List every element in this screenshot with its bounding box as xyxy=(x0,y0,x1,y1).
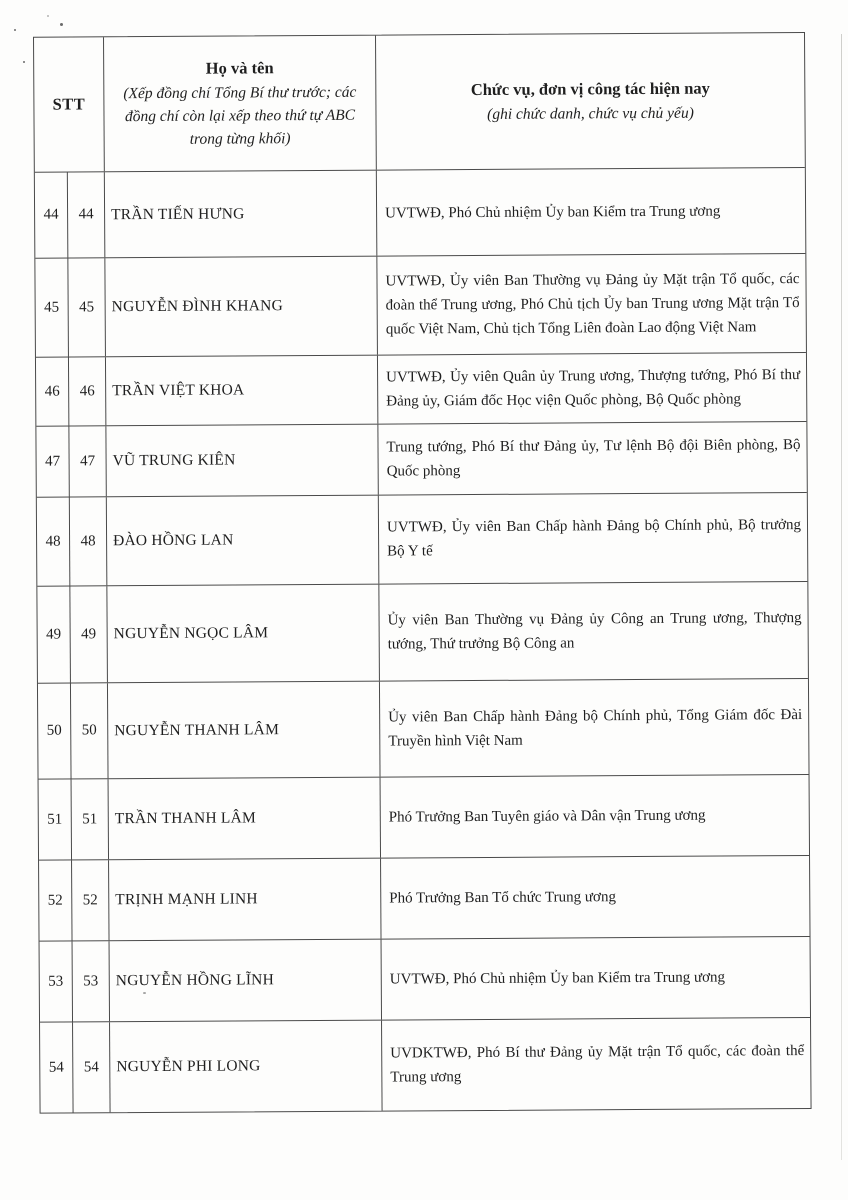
person-name: ĐÀO HỒNG LAN xyxy=(113,531,234,550)
header-cell-position xyxy=(376,33,805,170)
row-number-secondary-cell xyxy=(72,860,109,940)
person-name: TRẦN THANH LÂM xyxy=(114,809,256,828)
person-position: UVTWĐ, Ủy viên Quân ủy Trung ương, Thượng tướng, Phó Bí thư Đảng ủy, Giám đốc Học viện Quốc phòng, Bộ Quốc phòng xyxy=(386,367,801,410)
row-number-secondary-cell xyxy=(73,941,110,1021)
row-number-cell xyxy=(38,683,72,778)
row-number-cell xyxy=(36,357,69,425)
person-name-cell xyxy=(105,257,378,357)
row-number: 49 xyxy=(46,626,62,643)
person-name-cell xyxy=(107,585,380,683)
row-number-secondary-cell xyxy=(71,683,109,778)
scan-speck xyxy=(23,61,25,63)
row-number: 47 xyxy=(45,453,61,470)
table-row xyxy=(37,582,808,684)
row-number: 51 xyxy=(47,811,63,828)
person-position: Trung tướng, Phó Bí thư Đảng ủy, Tư lệnh Bộ đội Biên phòng, Bộ Quốc phòng xyxy=(386,437,801,480)
person-name: TRỊNH MẠNH LINH xyxy=(115,890,258,909)
row-number-secondary: 44 xyxy=(78,206,94,223)
person-position-cell xyxy=(377,168,806,256)
person-name: NGUYỄN NGỌC LÂM xyxy=(113,624,269,643)
person-name-cell xyxy=(105,171,378,258)
person-position: UVDKTWĐ, Phó Bí thư Đảng ủy Mặt trận Tổ quốc, các đoàn thể Trung ương xyxy=(390,1043,805,1086)
row-number: 48 xyxy=(45,533,61,550)
row-number-secondary: 53 xyxy=(83,972,99,989)
personnel-table xyxy=(33,32,812,1114)
scan-edge-artifact xyxy=(841,34,842,1160)
table-row xyxy=(35,254,806,358)
person-position-cell xyxy=(379,493,808,584)
header-cell-name xyxy=(104,36,377,172)
row-number: 54 xyxy=(48,1059,64,1076)
table-row xyxy=(38,679,809,780)
person-name: TRẦN VIỆT KHOA xyxy=(112,381,245,400)
person-position: Phó Trưởng Ban Tổ chức Trung ương xyxy=(389,889,617,907)
person-position-cell xyxy=(380,679,809,777)
row-number-cell xyxy=(37,497,71,585)
table-row xyxy=(36,353,806,427)
person-position: UVTWĐ, Phó Chủ nhiệm Ủy ban Kiểm tra Trung ương xyxy=(389,969,726,988)
person-position: UVTWĐ, Ủy viên Ban Chấp hành Đảng bộ Chính phủ, Bộ trưởng Bộ Y tế xyxy=(386,517,802,560)
person-position: Phó Trưởng Ban Tuyên giáo và Dân vận Trung ương xyxy=(388,807,706,826)
person-position-cell xyxy=(378,353,806,424)
row-number: 46 xyxy=(44,383,60,400)
row-number-secondary-cell xyxy=(70,586,108,682)
person-name-cell xyxy=(106,425,378,497)
scan-speck xyxy=(60,23,63,26)
row-number: 53 xyxy=(48,973,64,990)
header-name-title: Họ và tên xyxy=(205,57,274,78)
row-number-secondary-cell xyxy=(69,426,106,496)
table-header-row xyxy=(34,33,805,173)
row-number: 50 xyxy=(46,722,62,739)
row-number: 44 xyxy=(43,206,59,223)
person-name-cell xyxy=(106,356,378,426)
header-stt-label: STT xyxy=(52,94,86,114)
row-number-cell xyxy=(37,586,71,682)
person-name: VŨ TRUNG KIÊN xyxy=(112,451,236,470)
scan-speck xyxy=(14,29,16,31)
person-position: Ủy viên Ban Chấp hành Đảng bộ Chính phủ, Tổng Giám đốc Đài Truyền hình Việt Nam xyxy=(388,706,803,750)
person-name-cell xyxy=(110,1021,383,1113)
table-row xyxy=(36,422,806,498)
person-position-cell xyxy=(381,775,809,858)
table-row xyxy=(40,937,810,1023)
header-position-title: Chức vụ, đơn vị công tác hiện nay xyxy=(470,78,710,99)
row-number-secondary: 46 xyxy=(79,382,95,399)
person-name-cell xyxy=(110,940,382,1022)
row-number-cell xyxy=(40,941,73,1021)
row-number-secondary: 47 xyxy=(80,452,96,469)
row-number-secondary-cell xyxy=(70,497,108,585)
table-row xyxy=(35,168,806,259)
person-position: UVTWĐ, Phó Chủ nhiệm Ủy ban Kiểm tra Trung ương xyxy=(385,203,721,222)
person-position-cell xyxy=(382,1018,811,1111)
person-position-cell xyxy=(378,422,806,495)
row-number-secondary: 50 xyxy=(81,722,97,739)
row-number-cell xyxy=(35,172,69,257)
table-row xyxy=(40,1018,811,1113)
row-number: 45 xyxy=(44,299,60,316)
table-row xyxy=(39,775,809,861)
table-body xyxy=(35,168,811,1113)
person-position-cell xyxy=(381,856,809,939)
person-name-cell xyxy=(107,496,380,586)
row-number-cell xyxy=(40,1022,74,1112)
row-number-cell xyxy=(35,258,69,356)
row-number-secondary: 48 xyxy=(80,532,96,549)
row-number-secondary-cell xyxy=(68,258,106,356)
table-row xyxy=(39,856,809,942)
table-row xyxy=(37,493,808,587)
scan-speck xyxy=(47,15,49,17)
person-name: NGUYỄN HỒNG LĨNH xyxy=(115,971,275,990)
person-position: Ủy viên Ban Thường vụ Đảng ủy Công an Trung ương, Thượng tướng, Thứ trưởng Bộ Công an xyxy=(387,610,802,653)
person-name: NGUYỄN ĐÌNH KHANG xyxy=(111,297,283,316)
row-number-secondary-cell xyxy=(69,357,106,425)
row-number-cell xyxy=(39,860,72,940)
row-number-secondary-cell xyxy=(72,779,109,859)
row-number-cell xyxy=(36,426,69,496)
header-cell-stt xyxy=(34,37,105,171)
row-number-secondary: 51 xyxy=(82,810,98,827)
row-number: 52 xyxy=(47,892,63,909)
row-number-secondary: 45 xyxy=(79,298,95,315)
person-name-cell xyxy=(109,859,381,941)
person-name-cell xyxy=(108,682,381,779)
person-name-cell xyxy=(109,778,381,860)
row-number-secondary: 49 xyxy=(81,625,97,642)
person-name: NGUYỄN PHI LONG xyxy=(116,1057,261,1076)
row-number-secondary-cell xyxy=(68,172,106,257)
row-number-cell xyxy=(39,779,72,859)
person-position: UVTWĐ, Ủy viên Ban Thường vụ Đảng ủy Mặt trận Tổ quốc, các đoàn thể Trung ương, Phó Chủ tịch Ủy ban Trung ương Mặt trận Tổ quốc Việt Nam, Chủ tịch Tổng Liên đoàn Lao động Việt Nam xyxy=(385,271,800,338)
header-position-note: (ghi chức danh, chức vụ chủ yếu) xyxy=(487,104,694,123)
person-position-cell xyxy=(379,582,808,681)
header-name-note: (Xếp đồng chí Tổng Bí thư trước; các đồng chí còn lại xếp theo thứ tự ABC trong từng khối) xyxy=(123,83,357,148)
row-number-secondary: 52 xyxy=(82,891,98,908)
row-number-secondary-cell xyxy=(73,1022,111,1112)
person-name: TRẦN TIẾN HƯNG xyxy=(111,204,245,223)
person-name: NGUYỄN THANH LÂM xyxy=(114,720,280,739)
person-position-cell xyxy=(377,254,806,355)
person-position-cell xyxy=(382,937,810,1020)
row-number-secondary: 54 xyxy=(83,1058,99,1075)
